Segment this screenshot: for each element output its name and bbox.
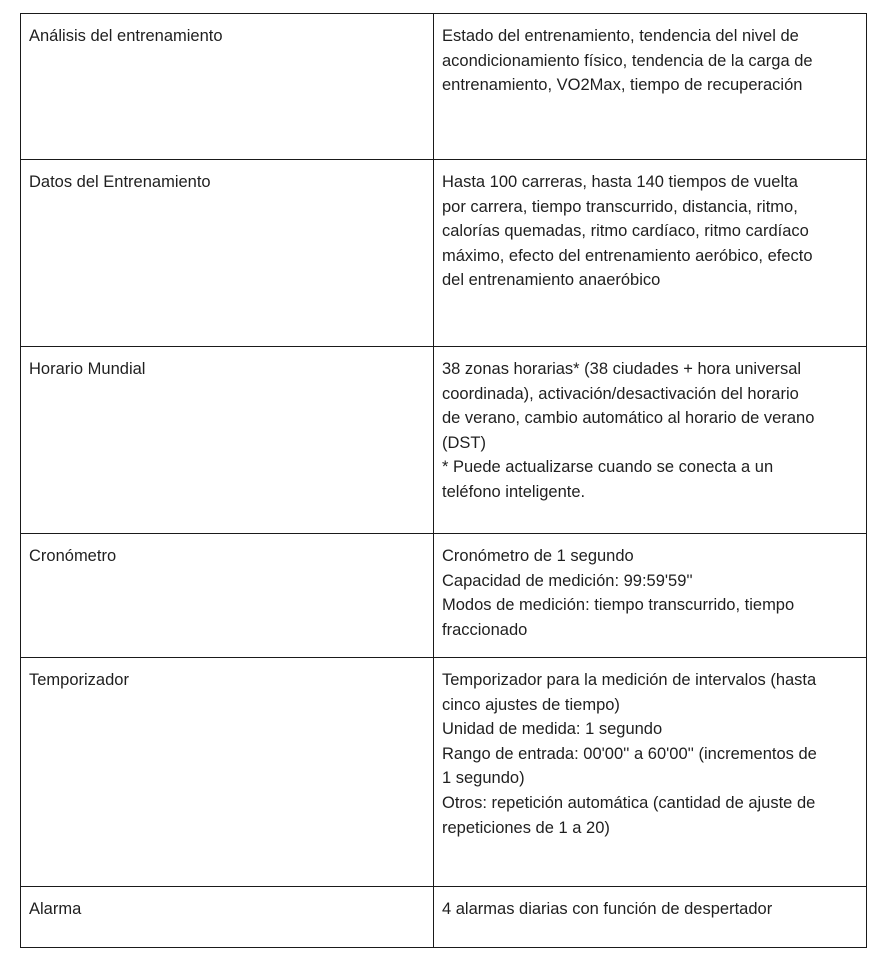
value-line: máximo, efecto del entrenamiento aeróbico, efecto bbox=[442, 246, 813, 265]
row-value bbox=[434, 658, 867, 887]
row-value bbox=[434, 534, 867, 658]
value-line: coordinada), activación/desactivación del horario bbox=[442, 384, 799, 403]
value-line: acondicionamiento físico, tendencia de la carga de bbox=[442, 51, 813, 70]
spec-table bbox=[20, 13, 867, 948]
value-line: 4 alarmas diarias con función de despertador bbox=[442, 900, 773, 918]
table-row-alarm bbox=[21, 887, 867, 948]
row-label: Análisis del entrenamiento bbox=[21, 14, 434, 160]
row-value bbox=[434, 887, 867, 948]
value-line: Otros: repetición automática (cantidad de ajuste de bbox=[442, 793, 816, 812]
value-line: entrenamiento, VO2Max, tiempo de recuperación bbox=[442, 76, 803, 95]
table-row-training-analysis bbox=[21, 14, 867, 160]
row-label: Datos del Entrenamiento bbox=[21, 160, 434, 347]
row-value bbox=[434, 160, 867, 347]
value-line: Temporizador para la medición de intervalos (hasta bbox=[442, 671, 817, 689]
row-label: Horario Mundial bbox=[21, 347, 434, 534]
value-line: Hasta 100 carreras, hasta 140 tiempos de vuelta bbox=[442, 173, 798, 191]
table-row-stopwatch bbox=[21, 534, 867, 658]
value-line: Capacidad de medición: 99:59'59'' bbox=[442, 571, 693, 590]
row-label: Temporizador bbox=[21, 658, 434, 887]
value-line: Rango de entrada: 00'00'' a 60'00'' (incrementos de bbox=[442, 744, 817, 763]
row-label: Alarma bbox=[21, 887, 434, 948]
value-line: cinco ajustes de tiempo) bbox=[442, 695, 620, 714]
value-line: fraccionado bbox=[442, 620, 528, 639]
value-line: 1 segundo) bbox=[442, 769, 525, 788]
row-value bbox=[434, 347, 867, 534]
value-line: por carrera, tiempo transcurrido, distancia, ritmo, bbox=[442, 197, 798, 216]
table-row-world-time bbox=[21, 347, 867, 534]
value-line: (DST) bbox=[442, 433, 486, 452]
value-line: 38 zonas horarias* (38 ciudades + hora universal bbox=[442, 360, 802, 378]
value-line: de verano, cambio automático al horario de verano bbox=[442, 409, 815, 428]
value-line: del entrenamiento anaeróbico bbox=[442, 271, 661, 290]
table-row-timer bbox=[21, 658, 867, 887]
row-label: Cronómetro bbox=[21, 534, 434, 658]
value-line: calorías quemadas, ritmo cardíaco, ritmo cardíaco bbox=[442, 222, 809, 241]
value-line: * Puede actualizarse cuando se conecta a un bbox=[442, 458, 774, 477]
value-line: Unidad de medida: 1 segundo bbox=[442, 720, 663, 739]
value-line: Estado del entrenamiento, tendencia del nivel de bbox=[442, 27, 799, 45]
row-value bbox=[434, 14, 867, 160]
value-line: teléfono inteligente. bbox=[442, 482, 586, 501]
value-line: repeticiones de 1 a 20) bbox=[442, 818, 610, 837]
table-row-training-data bbox=[21, 160, 867, 347]
value-line: Cronómetro de 1 segundo bbox=[442, 547, 634, 565]
value-line: Modos de medición: tiempo transcurrido, tiempo bbox=[442, 596, 795, 615]
